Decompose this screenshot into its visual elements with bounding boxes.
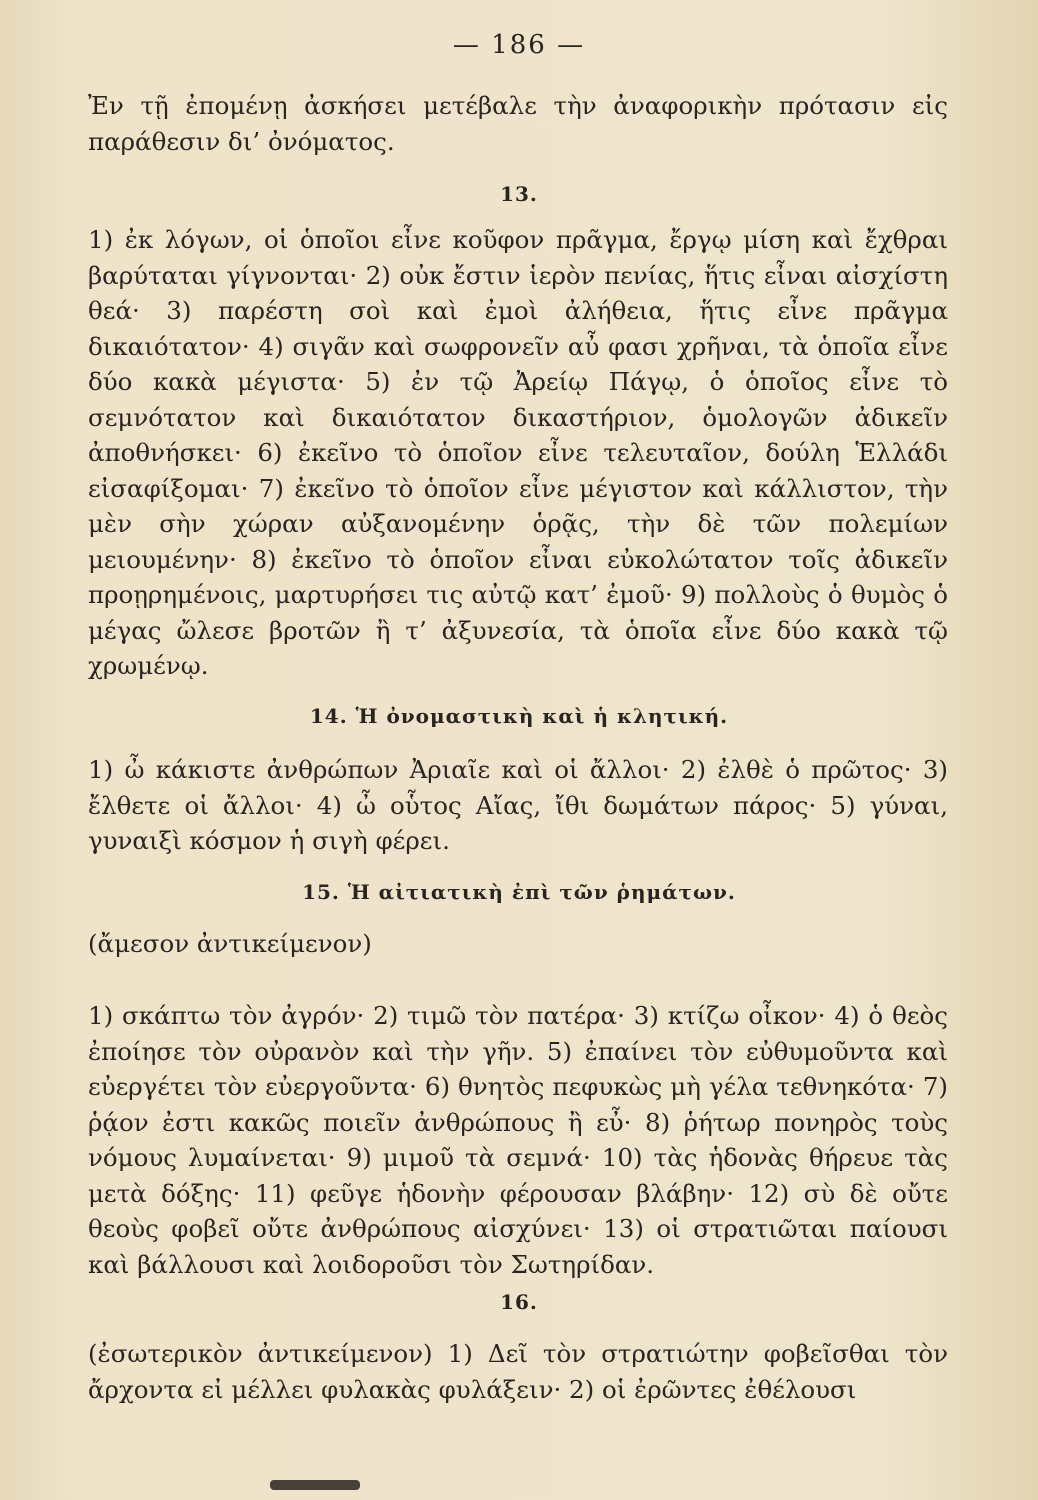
ink-smudge [270, 1480, 360, 1490]
section-15-text: 1) σκάπτω τὸν ἀγρόν· 2) τιμῶ τὸν πατέρα· 3) κτίζω οἶκον· 4) ὁ θεὸς ἐποίησε τὸν οὐρανὸν καὶ τὴν γῆν. 5) ἐπαίνει τὸν εὐθυμοῦντα καὶ εὐεργέτει τὸν εὐεργοῦντα· 6) θνητὸς πεφυκὼς μὴ γέλα τεθνηκότα· 7) ῥᾴον ἐστι κακῶς ποιεῖν ἀνθρώπους ἢ εὖ· 8) ῥήτωρ πονηρὸς τοὺς νόμους λυμαίνεται· 9) μιμοῦ τὰ σεμνά· 10) τὰς ἡδονὰς θήρευε τὰς μετὰ δόξης· 11) φεῦγε ἡδονὴν φέρουσαν βλάβην· 12) σὺ δὲ οὔτε θεοὺς φοβεῖ οὔτε ἀνθρώπους αἰσχύνει· 13) οἱ στρατιῶται παίουσι καὶ βάλλουσι καὶ λοιδοροῦσι τὸν Σωτηρίδαν. [88, 1001, 948, 1279]
section-14-heading: 14. Ἡ ὀνομαστικὴ καὶ ἡ κλητική. [309, 704, 729, 728]
section-15-heading: 15. Ἡ αἰτιατικὴ ἐπὶ τῶν ῥημάτων. [302, 880, 736, 904]
section-16-text: (ἐσωτερικὸν ἀντικείμενον) 1) Δεῖ τὸν στρατιώτην φοβεῖσθαι τὸν ἄρχοντα εἰ μέλλει φυλακὰς φυλάξειν· 2) οἱ ἐρῶντες ἐθέλουσι [88, 1339, 948, 1404]
section-15-subtitle: (ἄμεσον ἀντικείμενον) [88, 929, 372, 958]
section-14-text: 1) ὦ κάκιστε ἀνθρώπων Ἀριαῖε καὶ οἱ ἄλλοι· 2) ἐλθὲ ὁ πρῶτος· 3) ἔλθετε οἱ ἄλλοι· 4) ὦ οὗτος Αἴας, ἴθι δωμάτων πάρος· 5) γύναι, γυναιξὶ κόσμον ἡ σιγὴ φέρει. [88, 755, 948, 855]
section-13-heading: 13. [500, 182, 538, 206]
section-13-text: 1) ἐκ λόγων, οἱ ὁποῖοι εἶνε κοῦφον πρᾶγμα, ἔργῳ μίση καὶ ἔχθραι βαρύταται γίγνονται· 2) οὐκ ἔστιν ἱερὸν πενίας, ἥτις εἶναι αἰσχίστη θεά· 3) παρέστη σοὶ καὶ ἐμοὶ ἀλήθεια, ἥτις εἶνε πρᾶγμα δικαιότατον· 4) σιγᾶν καὶ σωφρονεῖν αὖ φασι χρῆναι, τὰ ὁποῖα εἶνε δύο κακὰ μέγιστα· 5) ἐν τῷ Ἀρείῳ Πάγῳ, ὁ ὁποῖος εἶνε τὸ σεμνότατον καὶ δικαιότατον δικαστήριον, ὁμολογῶν ἀδικεῖν ἀποθνήσκει· 6) ἐκεῖνο τὸ ὁποῖον εἶνε τελευταῖον, δούλη Ἑλλάδι εἰσαφίξομαι· 7) ἐκεῖνο τὸ ὁποῖον εἶνε μέγιστον καὶ κάλλιστον, τὴν μὲν σὴν χώραν αὐξανομένην ὁρᾷς, τὴν δὲ τῶν πολεμίων μειουμένην· 8) ἐκεῖνο τὸ ὁποῖον εἶναι εὐκολώτατον τοῖς ἀδικεῖν προῃρημένοις, μαρτυρήσει τις αὐτῷ κατ’ ἐμοῦ· 9) πολλοὺς ὁ θυμὸς ὁ μέγας ὤλεσε βροτῶν ἢ τ’ ἀξυνεσία, τὰ ὁποῖα εἶνε δύο κακὰ τῷ χρωμένῳ. [88, 225, 948, 680]
page-number: — 186 — [452, 30, 586, 60]
intro-paragraph: Ἐν τῇ ἐπομένῃ ἀσκήσει μετέβαλε τὴν ἀναφορικὴν πρότασιν εἰς παράθεσιν δι’ ὀνόματος. [88, 91, 948, 156]
section-16-heading: 16. [500, 1290, 538, 1314]
